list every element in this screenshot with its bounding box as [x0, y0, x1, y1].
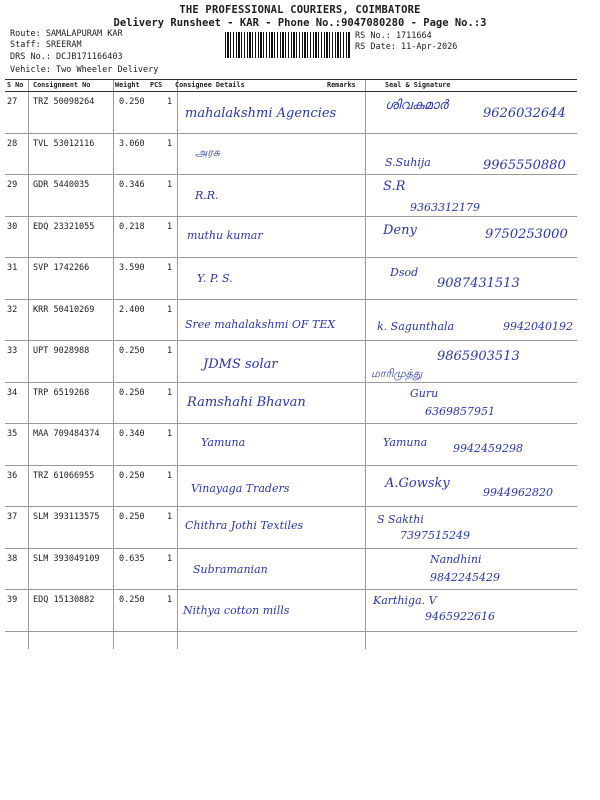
row-consignee: Subramanian	[193, 562, 268, 576]
row-consignment: TRZ 61066955	[33, 470, 95, 481]
row-seal-phone: 9942040192	[503, 319, 573, 333]
row-sno: 36	[7, 470, 18, 481]
row-weight: 0.250	[119, 470, 145, 481]
row-seal-phone: 9626032644	[483, 106, 566, 121]
row-sno: 32	[7, 304, 18, 315]
col-header-seal: Seal & Signature	[385, 81, 451, 89]
row-sno: 31	[7, 263, 18, 273]
row-consignee: R.R.	[195, 189, 219, 202]
row-seal-name: Yamuna	[383, 436, 428, 449]
barcode-image	[225, 32, 351, 58]
row-consignment: GDR 5440035	[33, 180, 90, 190]
table-row	[5, 383, 577, 425]
row-sno: 37	[7, 512, 18, 522]
row-consignment: TRZ 50098264	[33, 97, 95, 107]
row-pcs: 1	[167, 180, 173, 190]
row-weight: 0.250	[119, 97, 145, 107]
table-header	[5, 79, 577, 92]
row-seal-name: Karthiga. V	[373, 594, 437, 607]
row-seal-phone: 9965550880	[483, 157, 566, 173]
row-seal-name: Guru	[410, 386, 439, 400]
row-pcs: 1	[167, 138, 173, 149]
row-consignee: அரசு	[195, 145, 221, 159]
row-pcs: 1	[167, 97, 173, 107]
table-row	[5, 549, 577, 591]
row-sno: 38	[7, 553, 18, 564]
table-row	[5, 507, 577, 549]
row-pcs: 1	[167, 346, 173, 356]
row-sno: 28	[7, 138, 18, 149]
row-seal-phone: 9865903513	[437, 349, 520, 364]
col-header-remarks: Remarks	[327, 81, 356, 89]
staff-label: Staff: SREERAM	[10, 40, 82, 51]
table-row	[5, 300, 577, 342]
row-consignee: JDMS solar	[203, 357, 278, 372]
row-pcs: 1	[167, 387, 173, 398]
row-sno: 35	[7, 429, 18, 439]
row-weight: 0.635	[119, 553, 145, 564]
row-weight: 0.340	[119, 429, 145, 439]
row-consignee: Sree mahalakshmi OF TEX	[185, 317, 336, 331]
drs-number: DRS No.: DCJB171166403	[10, 51, 123, 62]
row-consignee: Y. P. S.	[197, 272, 233, 285]
col-header-sno: S No	[7, 81, 24, 89]
table-row	[5, 424, 577, 466]
row-consignment: EDQ 23321055	[33, 221, 95, 232]
row-weight: 0.250	[119, 595, 145, 605]
row-sno: 30	[7, 221, 18, 232]
table-row	[5, 217, 577, 259]
row-consignment: MAA 709484374	[33, 429, 100, 439]
row-weight: 0.250	[119, 387, 145, 398]
row-seal-phone: 9942459298	[453, 442, 523, 455]
row-seal-phone: 9087431513	[437, 276, 520, 291]
row-sno: 33	[7, 346, 18, 356]
row-weight: 2.400	[119, 304, 145, 315]
runsheet-subtitle: Delivery Runsheet - KAR - Phone No.:9047080280 - Page No.:3	[113, 17, 487, 29]
runsheet-meta-right	[355, 31, 457, 54]
row-consignee: Nithya cotton mills	[183, 604, 290, 617]
table-row	[5, 134, 577, 176]
row-pcs: 1	[167, 304, 173, 315]
table-row	[5, 258, 577, 300]
row-sno: 39	[7, 595, 18, 605]
rs-number: RS No.: 1711664	[355, 31, 432, 41]
row-consignee: Yamuna	[201, 436, 246, 449]
row-consignment: TRP 6519268	[33, 387, 90, 398]
row-seal-phone: 9465922616	[425, 610, 495, 623]
row-seal-name: ശിവകുമാർ	[385, 98, 448, 113]
row-consignee: Ramshahi Bhavan	[187, 394, 306, 410]
row-seal-phone: 9750253000	[485, 226, 568, 242]
col-header-consignee: Consignee Details	[175, 81, 245, 89]
row-pcs: 1	[167, 221, 173, 232]
row-seal-name: A.Gowsky	[385, 475, 450, 491]
row-consignment: EDQ 15130882	[33, 595, 95, 605]
row-seal-name: S.Suhija	[385, 155, 431, 169]
runsheet-table	[5, 79, 577, 632]
runsheet-title: THE PROFESSIONAL COURIERS, COIMBATORE	[179, 4, 421, 16]
table-row	[5, 92, 577, 134]
row-consignee: Vinayaga Traders	[191, 481, 290, 495]
route-label: Route: SAMALAPURAM KAR	[10, 29, 123, 39]
row-consignment: SVP 1742266	[33, 263, 90, 273]
col-header-pcs: PCS	[150, 81, 163, 89]
row-weight: 0.250	[119, 346, 145, 356]
row-pcs: 1	[167, 553, 173, 564]
row-seal-phone: 9363312179	[410, 201, 480, 214]
table-row	[5, 175, 577, 217]
vehicle-label: Vehicle: Two Wheeler Delivery	[10, 65, 159, 75]
row-sno: 34	[7, 387, 18, 398]
row-weight: 3.060	[119, 138, 145, 149]
row-seal-name: மாரிமுத்து	[371, 367, 423, 380]
row-seal-name: S.R	[383, 179, 406, 194]
row-pcs: 1	[167, 595, 173, 605]
row-seal-name: Dsod	[390, 266, 419, 279]
row-pcs: 1	[167, 263, 173, 273]
table-row	[5, 466, 577, 508]
row-weight: 3.590	[119, 263, 145, 273]
col-header-weight: Weight	[115, 81, 140, 89]
row-pcs: 1	[167, 429, 173, 439]
rs-date: RS Date: 11-Apr-2026	[355, 42, 458, 53]
row-consignment: SLM 393049109	[33, 553, 100, 564]
row-weight: 0.346	[119, 180, 145, 190]
row-seal-phone: 9842245429	[430, 570, 500, 584]
row-sno: 29	[7, 180, 18, 190]
table-row	[5, 590, 577, 632]
row-consignee: muthu kumar	[187, 228, 263, 242]
row-seal-phone: 7397515249	[400, 529, 470, 542]
row-consignee: Chithra Jothi Textiles	[185, 519, 304, 532]
row-pcs: 1	[167, 512, 173, 522]
row-seal-name: Nandhini	[430, 552, 482, 566]
row-consignment: KRR 50410269	[33, 304, 95, 315]
row-weight: 0.250	[119, 512, 145, 522]
row-sno: 27	[7, 97, 18, 107]
row-seal-phone: 9944962820	[483, 485, 553, 499]
runsheet-meta-left	[10, 29, 123, 63]
col-header-consignment: Consignment No	[33, 81, 91, 89]
row-pcs: 1	[167, 470, 173, 481]
table-row	[5, 341, 577, 383]
row-seal-name: k. Sagunthala	[377, 319, 455, 333]
row-consignment: SLM 393113575	[33, 512, 100, 522]
row-consignment: TVL 53012116	[33, 138, 95, 149]
row-consignee: mahalakshmi Agencies	[185, 106, 337, 121]
row-seal-name: S Sakthi	[377, 513, 424, 526]
row-consignment: UPT 9028988	[33, 346, 90, 356]
row-weight: 0.218	[119, 221, 145, 232]
row-seal-phone: 6369857951	[425, 404, 495, 418]
row-seal-name: Deny	[383, 222, 417, 238]
